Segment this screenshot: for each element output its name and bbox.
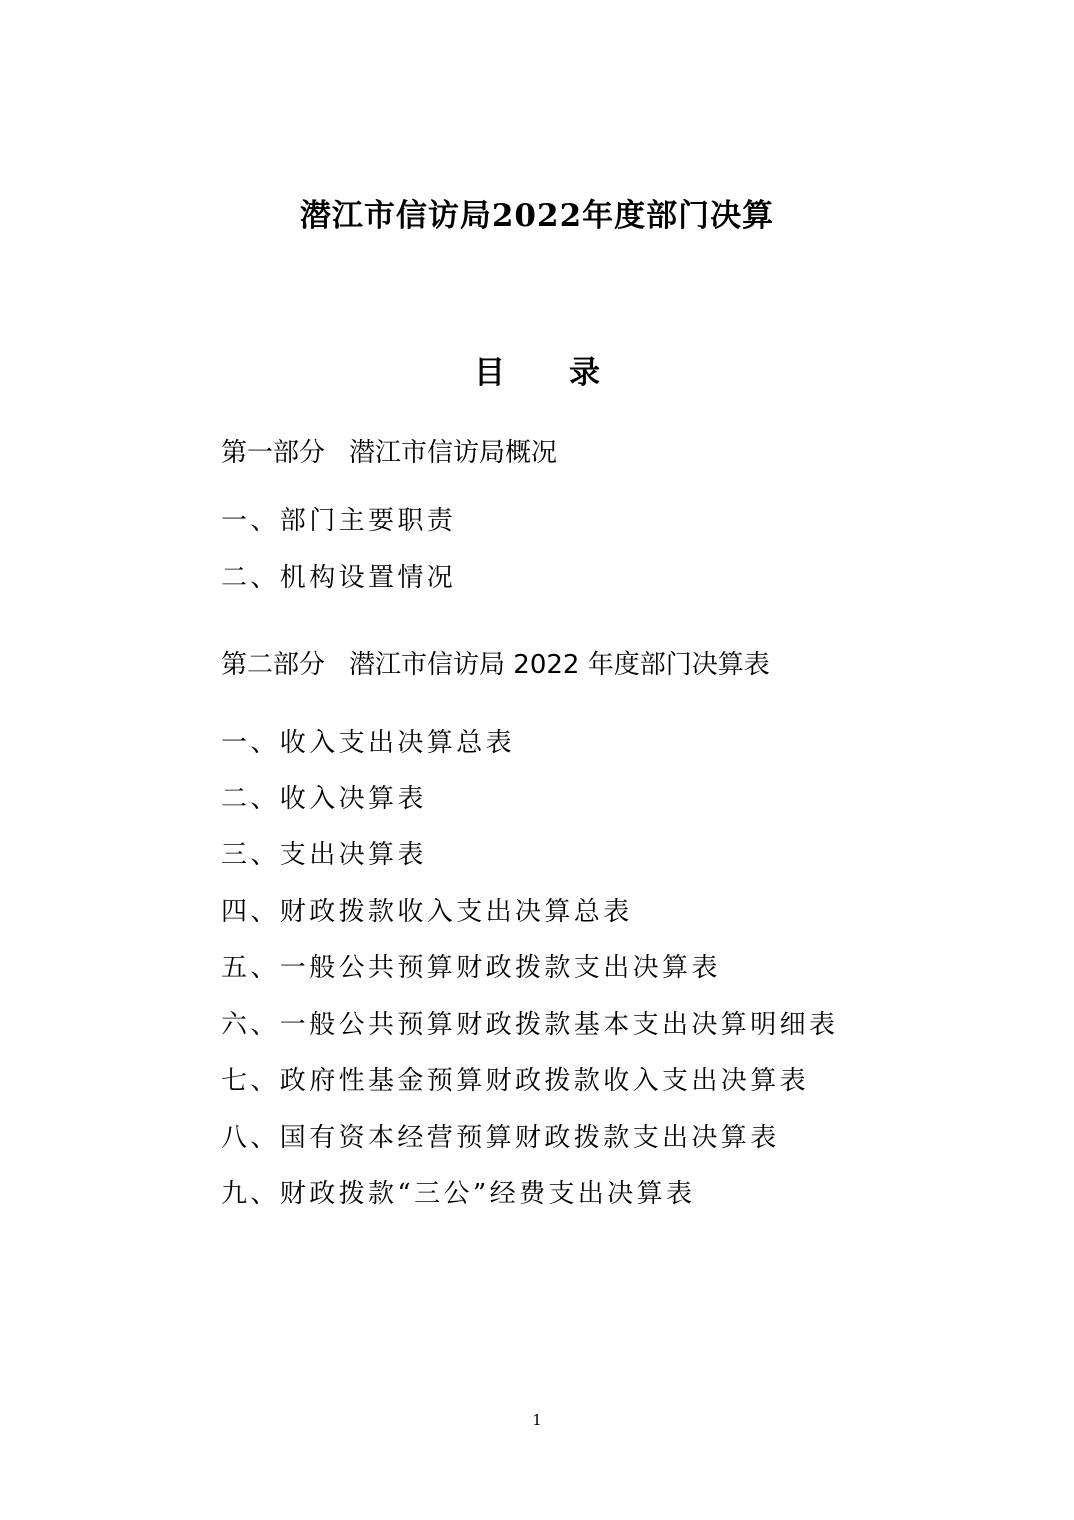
toc-item-part-two-2: 二、收入决算表 xyxy=(221,784,427,814)
toc-item-part-two-4: 四、财政拨款收入支出决算总表 xyxy=(221,897,633,927)
part-two-title: 潜江市信访局 2022 年度部门决算表 xyxy=(349,650,770,680)
toc-item-part-one-2: 二、机构设置情况 xyxy=(221,563,457,593)
document-title: 潜江市信访局2022年度部门决算 xyxy=(299,198,775,234)
toc-item-part-two-3: 三、支出决算表 xyxy=(221,840,427,870)
toc-heading-right: 录 xyxy=(569,355,600,391)
part-one-label: 第一部分 xyxy=(221,438,326,468)
page-number: 1 xyxy=(532,1411,542,1429)
toc-item-part-two-7: 七、政府性基金预算财政拨款收入支出决算表 xyxy=(221,1066,810,1096)
toc-item-part-two-9: 九、财政拨款“三公”经费支出决算表 xyxy=(221,1179,696,1209)
toc-heading-left: 目 xyxy=(474,355,505,391)
part-two-label: 第二部分 xyxy=(221,650,326,680)
part-one-title: 潜江市信访局概况 xyxy=(349,438,558,468)
toc-item-part-two-5: 五、一般公共预算财政拨款支出决算表 xyxy=(221,953,721,983)
part-one-heading xyxy=(221,432,557,469)
toc-item-part-two-6: 六、一般公共预算财政拨款基本支出决算明细表 xyxy=(221,1010,839,1040)
toc-heading xyxy=(0,347,1074,392)
part-two-heading xyxy=(221,644,770,681)
toc-item-part-two-1: 一、收入支出决算总表 xyxy=(221,728,516,758)
toc-item-part-one-1: 一、部门主要职责 xyxy=(221,506,457,536)
toc-item-part-two-8: 八、国有资本经营预算财政拨款支出决算表 xyxy=(221,1123,780,1153)
